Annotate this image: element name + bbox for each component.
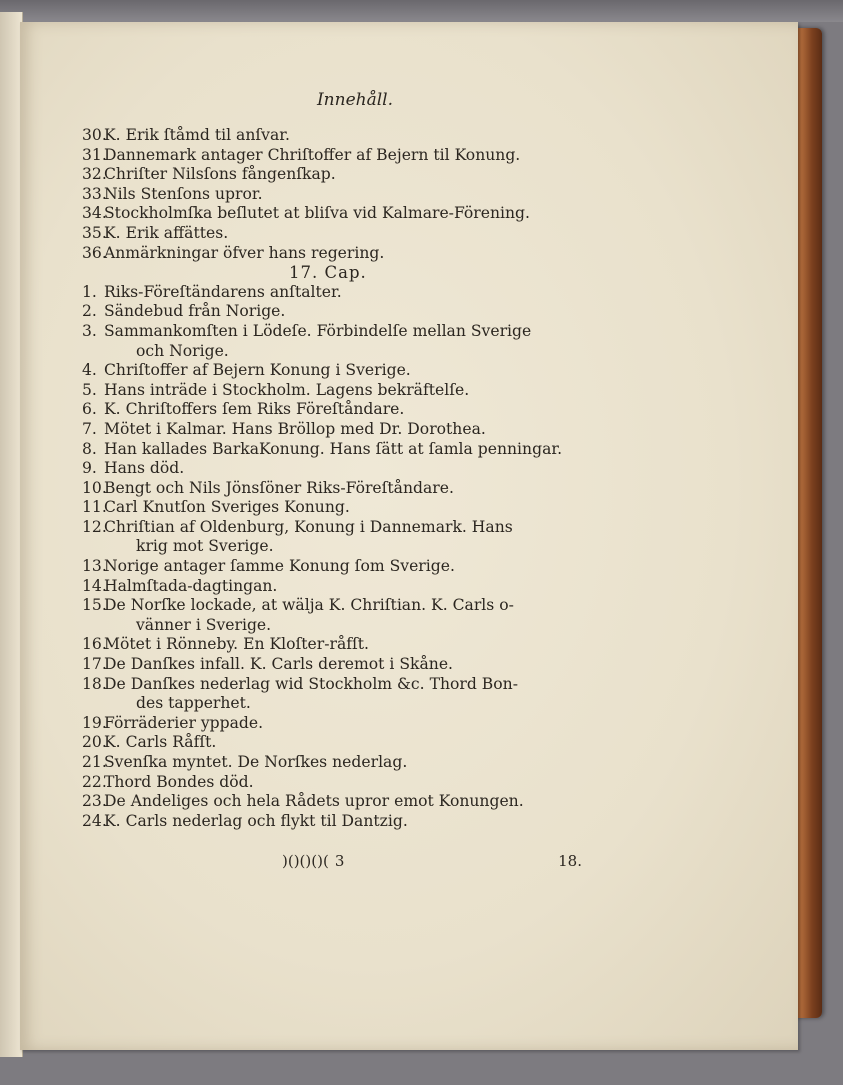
toc-entry [82,204,602,224]
toc-entry [82,635,602,655]
toc-entry [82,146,602,166]
entry-text: Hans död. [104,459,185,478]
entry-number: 34. [82,204,107,223]
toc-entry [82,557,602,577]
toc-entry [82,165,602,185]
entry-number: 2. [82,302,97,321]
entry-text: De Danſkes nederlag wid Stockholm &c. Thord Bon- [104,674,518,693]
entry-number: 6. [82,400,97,419]
entry-number: 35. [82,223,107,242]
page-heading: Innehåll. [316,90,394,110]
entry-text: Bengt och Nils Jönsſöner Riks-Föreſtåndare. [104,478,454,497]
entry-number: 23. [82,792,107,811]
entry-continuation: vänner i Sverige. [136,615,272,634]
toc-entry [82,126,602,146]
toc-entry [82,440,602,460]
entry-text: Mötet i Kalmar. Hans Bröllop med Dr. Dorothea. [104,419,486,438]
toc-entry [82,577,602,597]
entry-text: Chriſter Nilsſons fångenſkap. [104,165,336,184]
entry-text: Chriſtoffer af Bejern Konung i Sverige. [104,361,411,380]
entry-number: 7. [82,419,97,438]
entries-group-a [82,126,602,263]
entry-text: De Andeliges och hela Rådets upror emot Konungen. [104,792,524,811]
entry-text: Halmſtada-dagtingan. [104,576,278,595]
entry-number: 5. [82,380,97,399]
entry-text: Riks-Föreſtändarens anſtalter. [104,282,342,301]
signature-mark: 3 [334,852,345,870]
entry-number: 8. [82,439,97,458]
entry-text: Stockholmſka beſlutet at bliſva vid Kalmare-Förening. [104,204,530,223]
entry-text: Norige antager ſamme Konung ſom Sverige. [104,557,455,576]
entry-text: Anmärkningar öfver hans regering. [104,243,385,262]
entry-number: 33. [82,184,107,203]
toc-entry [82,400,602,420]
entry-continuation: des tapperhet. [136,694,251,713]
entry-text: Nils Stenſons upror. [104,184,263,203]
entry-text: Carl Knutſon Sveriges Konung. [104,498,350,517]
toc-entry [82,792,602,812]
entry-continuation: krig mot Sverige. [136,537,274,556]
toc-entry [82,224,602,244]
entry-number: 30. [82,126,107,144]
toc-entry [82,381,602,401]
entry-number: 31. [82,145,107,164]
entry-number: 21. [82,753,107,771]
entry-text: Mötet i Rönneby. En Kloſter-råfſt. [104,635,370,654]
footer-ornament: )()()()( [282,852,329,870]
toc-entry [82,518,602,538]
toc-entry [82,420,602,440]
entry-number: 24. [82,811,107,830]
toc-entry [82,479,602,499]
entry-text: De Norſke lockade, at wälja K. Chriſtian. K. Carls o- [104,596,514,615]
toc-entry [82,714,602,734]
toc-entry [82,753,602,773]
page-footer [82,852,602,870]
backdrop [0,0,843,22]
entry-text: Thord Bondes död. [104,772,254,791]
toc-entry [82,283,602,303]
entries-group-b [82,283,602,832]
entry-number: 17. [82,655,107,674]
entry-text: Svenſka myntet. De Norſkes nederlag. [104,753,408,771]
toc-entry [82,322,602,342]
toc-entry [82,773,602,793]
toc-entry [82,675,602,695]
entry-text: K. Carls Råfſt. [104,733,217,752]
entry-text: Sändebud från Norige. [104,302,286,321]
toc-entry [82,498,602,518]
entry-continuation: och Norige. [136,341,229,360]
entry-text: K. Chriſtoffers ſem Riks Föreſtåndare. [104,400,405,419]
entry-number: 9. [82,459,97,478]
table-of-contents [82,126,602,831]
toc-entry [82,812,602,832]
entry-number: 36. [82,243,107,262]
entry-text: K. Carls nederlag och flykt til Dantzig. [104,811,408,830]
entry-number: 4. [82,361,97,380]
entry-text: Chriſtian af Oldenburg, Konung i Dannemark. Hans [104,517,513,536]
toc-entry [82,733,602,753]
entry-text: K. Erik ſtåmd til anſvar. [104,126,290,144]
entry-text: Förräderier yppade. [104,713,264,732]
entry-text: Han kallades BarkaKonung. Hans ſätt at ſamla penningar. [104,439,563,458]
toc-entry [82,459,602,479]
entry-number: 14. [82,576,107,595]
catchword: 18. [558,852,582,870]
entry-text: De Danſkes infall. K. Carls deremot i Skåne. [104,655,454,674]
chapter-heading: 17. Cap. [289,263,367,283]
entry-number: 16. [82,635,107,654]
entry-number: 13. [82,557,107,576]
entry-number: 12. [82,517,107,536]
entry-number: 32. [82,165,107,184]
entry-number: 20. [82,733,107,752]
entry-number: 1. [82,282,97,301]
entry-text: Dannemark antager Chriſtoffer af Bejern til Konung. [104,145,521,164]
toc-entry [82,185,602,205]
entry-text: K. Erik affättes. [104,223,229,242]
entry-number: 22. [82,772,107,791]
entry-number: 18. [82,674,107,693]
toc-entry [82,302,602,322]
entry-number: 3. [82,321,97,340]
entry-text: Sammankomſten i Lödeſe. Förbindelſe mellan Sverige [104,321,532,340]
entry-text: Hans inträde i Stockholm. Lagens bekräftelſe. [104,380,470,399]
book-page [20,22,798,1050]
entry-number: 19. [82,713,107,732]
toc-entry [82,361,602,381]
toc-entry [82,655,602,675]
toc-entry [82,244,602,264]
toc-entry [82,596,602,616]
entry-number: 11. [82,498,107,517]
entry-number: 15. [82,596,107,615]
entry-number: 10. [82,478,107,497]
